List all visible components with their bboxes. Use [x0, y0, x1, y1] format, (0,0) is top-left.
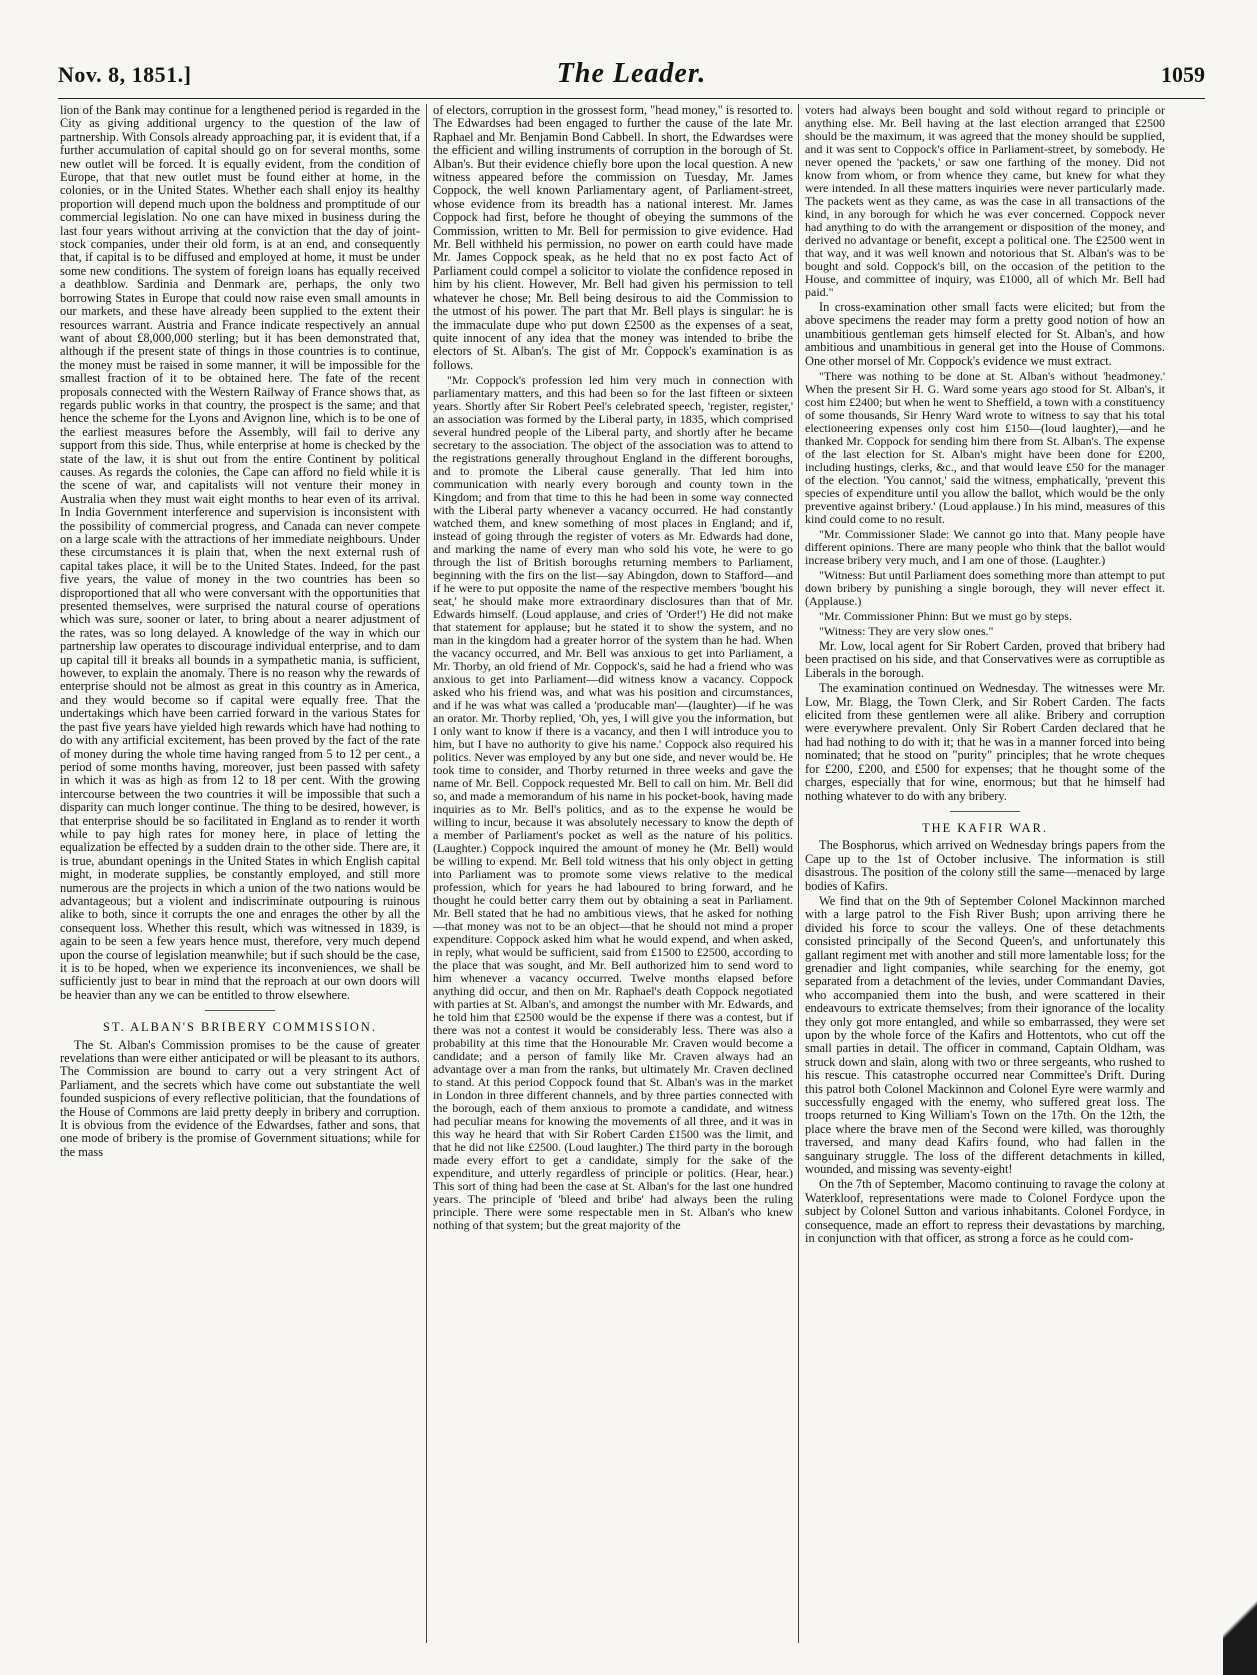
article-paragraph: On the 7th of September, Macomo continuing to ravage the colony at Waterkloof, representations were made to Colonel Fordyce upon the subject by Colonel Sutton and various inhabitants. Colonel Fordyce, in consequence, made an effort to repress their devastations by marching, in conjunction with that officer, as strong a force as he could com- [805, 1177, 1165, 1246]
article-paragraph: In cross-examination other small facts were elicited; but from the above specimens the reader may form a pretty good notion of how an unambitious gentleman gets himself elected for St. Alban's, and how ambitious and unambitious in general get into the House of Commons. One other morsel of Mr. Coppock's evidence we must extract. [805, 300, 1165, 368]
quoted-evidence: voters had always been bought and sold without regard to principle or anything else. Mr. Bell having at the last election arranged that £2500 should be the maximum, it was agreed that the money should be supplied, and it was sent to Coppock's office in Parliament-street, by somebody. He never opened the 'packets,' or saw one farthing of the money. Did not know from whom, or from whence they came, but knew for what they were intended. In all these matters inquiries were never particularly made. The packets went as they came, as was the case in all transactions of the kind, in any borough for which he was ever concerned. Coppock never had anything to do with the arrangement or disposition of the money, and derived no advantage or benefit, except a political one. The £2500 went in that way, and it was well known and notorious that St. Alban's was to be bought and sold. Coppock's bill, on the occasion of the petition to the House, and committee of inquiry, was £1000, all of which Mr. Bell had paid." [805, 104, 1165, 299]
quoted-evidence: "Witness: They are very slow ones." [819, 624, 994, 639]
publication-title: The Leader. [556, 58, 707, 89]
quoted-evidence: "Mr. Commissioner Phinn: But we must go by steps. [819, 609, 1072, 624]
article-paragraph: The examination continued on Wednesday. The witnesses were Mr. Low, Mr. Blagg, the Town Clerk, and Sir Robert Carden. The facts elicited from these gentlemen were all alike. Bribery and corruption were everywhere prevalent. Only Sir Robert Carden declared that he had had nothing to do with it; that he was in a manner forced into being nominated; that he stood on "purity" principles; that he wrote cheques for £200, £200, and £500 for expenses; that he thought some of the charges, especially that for wine, enormous; but that he himself had nothing whatever to do with any bribery. [805, 681, 1165, 803]
article-paragraph: The Bosphorus, which arrived on Wednesday brings papers from the Cape up to the 1st of October inclusive. The information is still disastrous. The position of the colony still the same—menaced by large bodies of Kafirs. [805, 838, 1165, 893]
section-heading: ST. ALBAN'S BRIBERY COMMISSION. [103, 1020, 377, 1035]
column-3 [805, 104, 1165, 1643]
quoted-evidence: "Mr. Coppock's profession led him very much in connection with parliamentary matters, and this had been so for the last fifteen or sixteen years. Shortly after Sir Robert Peel's celebrated speech, 'register, register,' an association was formed by the Liberal party, in 1835, which comprised several hundred people of the Liberal party, and shortly after he became secretary to the association. The object of the association was to attend to the registrations generally throughout England in the different boroughs, and to promote the Liberal cause generally. That led him into communication with nearly every borough and county town in the Kingdom; and from that time to this he had been in some way connected with the Liberal party whenever a vacancy occurred. He had constantly watched them, and knew something of most places in England; and if, instead of going through the register of voters as Mr. Edwards had done, and marking the name of every man who sold his vote, he were to go through the list of British boroughs returning members to Parliament, beginning with the firs on the list—say Abingdon, down to Stafford—and if he were to put opposite the name of the respective members 'bought his seat,' he should make more extraordinary disclosures than that of Mr. Edwards himself. (Loud applause, and cries of 'Order!') He did not make that statement for applause; but he stated it to show the system, and no man in the kingdom had a greater horror of the system than he had. When the vacancy occurred, and Mr. Bell was anxious to get into Parliament, a Mr. Thorby, an old friend of Mr. Coppock's, said he had a friend who was anxious to get into Parliament—did witness know a vacancy. Coppock asked who his friend was, and what was his position and circumstances, and if he was what was called a 'producable man'—(laughter)—if he was an orator. Mr. Thorby replied, 'Oh, yes, I will give you the information, but I only want to know if there is a vacancy, and then I will introduce you to him, but I have no authority to give his name.' Coppock also required his politics. Never was employed by any but one side, and never would be. He took time to consider, and Thorby returned in three weeks and gave the name of Mr. Bell. Coppock requested Mr. Bell to call on him. Mr. Bell did so, and made a memorandum of his name in his pocket-book, having made inquiries as to Mr. Bell's politics, and as to the expense he would be willing to incur, because it was absolutely necessary to know the depth of a member of Parliament's pocket as well as the nature of his politics. (Laughter.) Coppock inquired the amount of money he (Mr. Bell) would be willing to expend. Mr. Bell told witness that his only object in getting into Parliament was to promote some views relative to the medical profession, which for years he had laboured to bring forward, and he thought he could better carry them out by obtaining a seat in Parliament. Mr. Bell stated that he had no ambitious views, that he asked for nothing—that money was not to be an object—that he should not mind a proper expenditure. Coppock asked him what he would expend, and when asked, in reply, what would be sufficient, said from £1500 to £2500, according to the place that was sought, and Mr. Bell authorized him to send word to him whenever a vacancy occurred. Twelve months elapsed before anything did occur, and then on Mr. Raphael's death Coppock negotiated with parties at St. Alban's, and amongst the number with Mr. Edwards, and he told him that £2500 would be the expense if there was a contest, but if there was not a contest it would be considerably less. There was also a probability at this time that the Honourable Mr. Craven would become a candidate; and a person of family like Mr. Craven always had an advantage over a man from the ranks, but ultimately Mr. Craven declined to stand. At this period Coppock found that St. Alban's was in the market in London in three different channels, and by three parties connected with the borough, each of them anxious to promote a candidate, and witness had peculiar means for knowing the movements of all three, and it was in this way he heard that with Sir Robert Carden £1500 was the limit, and that he did not like £2500. (Loud laughter.) The third party in the borough made every effort to get a candidate, simply for the sake of the expenditure, and utterly regardless of principle or politics. (Hear, hear.) This sort of thing had been the case at St. Alban's for the last one hundred years. The principle of 'bleed and bribe' had always been the ruling principle. There were some respectable men in St. Alban's who knew nothing of that system; but the great majority of the [433, 373, 793, 1233]
section-heading: THE KAFIR WAR. [922, 820, 1048, 835]
column-divider [426, 104, 427, 1643]
column-divider [798, 104, 799, 1643]
quoted-evidence: "Mr. Commissioner Slade: We cannot go into that. Many people have different opinions. There are many people who think that the ballot would increase bribery very much, and I am one of those. (Laughter.) [805, 527, 1165, 568]
quoted-evidence: "There was nothing to be done at St. Alban's without 'headmoney.' When the present Sir H. G. Ward some years ago stood for St. Alban's, it cost him £2400; but when he went to Sheffield, a town with a constituency of some thousands, Sir Henry Ward wrote to witness to say that his total electioneering expenses only cost him £150—(loud laughter),—and he thanked Mr. Coppock for sending him there from St. Alban's. The expense of the last election for St. Alban's might have been done for £200, including hustings, clerks, &c., and that would leave £50 for the manager of the election. 'You cannot,' said the witness, emphatically, 'prevent this species of expenditure until you allow the ballot, which would be the only preventive against bribery.' (Loud applause.) In his mind, measures of this kind could come to no result. [805, 369, 1165, 527]
article-paragraph: of electors, corruption in the grossest form, "head money," is resorted to. The Edwardses had been engaged to further the cause of the late Mr. Raphael and Mr. Benjamin Bond Cabbell. In short, the Edwardses were the efficient and willing instruments of corruption in the borough of St. Alban's. But their evidence chiefly bore upon the local question. A new witness appeared before the commission on Tuesday, Mr. James Coppock, the well known Parliamentary agent, of Parliament-street, whose evidence from its breadth has a national interest. Mr. James Coppock had first, before he thought of obeying the summons of the Commission, written to Mr. Bell for permission to give evidence. Had Mr. Bell withheld his permission, no power on earth could have made Mr. James Coppock speak, as he held that no ex post facto Act of Parliament could compel a solicitor to violate the confidence reposed in him by his client. However, Mr. Bell had given his permission to tell whatever he chose; Mr. Bell being desirous to aid the Commission to the utmost of his power. The part that Mr. Bell plays is singular: he is the immaculate dupe who put down £2500 as the expenses of a seat, quite innocent of any idea that the money was intended to bribe the electors of St. Alban's. The gist of Mr. Coppock's examination is as follows. [433, 104, 793, 372]
article-paragraph: We find that on the 9th of September Colonel Mackinnon marched with a large patrol to the Fish River Bush; upon arriving there he divided his force to scour the valleys. One of these detachments consisted principally of the Second Queen's, and unfortunately this gallant regiment met with another and still more lamentable loss; for the grenadier and light companies, while searching for the enemy, got separated from a detachment of the levies, under Commandant Davies, who accompanied them into the bush, and were scattered in their endeavours to extricate themselves; from their ignorance of the locality they only got more entangled, and while so embarrassed, they were set upon by the whole force of the Kafirs and Hottentots, who cut off the small parties in detail. The officer in command, Captain Oldham, was struck down and slain, along with two or three sergeants, who rushed to his rescue. This catastrophe occurred near Committee's Drift. During this patrol both Colonel Mackinnon and Colonel Eyre were warmly and successfully engaged with the enemy, who suffered great loss. The troops returned to King William's Town on the 17th. On the 12th, the place where the brave men of the Second were killed, was thoroughly traversed, and many dead Kafirs found, who had fallen in the sanguinary struggle. The loss of the different detachments in killed, wounded, and missing was seventy-eight! [805, 893, 1165, 1177]
section-rule [950, 811, 1020, 812]
article-paragraph: Mr. Low, local agent for Sir Robert Carden, proved that bribery had been practised on his side, and that Conservatives were as corruptible as Liberals in the borough. [805, 639, 1165, 680]
masthead [58, 56, 1205, 99]
section-rule [205, 1010, 275, 1011]
column-2 [433, 104, 793, 1643]
article-paragraph: lion of the Bank may continue for a lengthened period is regarded in the City as giving additional urgency to the question of the law of partnership. With Consols already approaching par, it is evident that, if a further accumulation of capital should go on for several months, some new outlet will be forced. It is equally evident, from the condition of Europe, that that new outlet must be found either at home, in the colonies, or in the United States. Whether each shall enjoy its healthy proportion will depend much upon the boldness and promptitude of our commercial legislation. No one can have mixed in business during the last four years without arriving at the conviction that the day of joint-stock companies, under their old form, is at an end, and consequently that, if capital is to be diffused and employed at home, it must be under some new conditions. The system of foreign loans has equally received a deathblow. Sardinia and Denmark are, perhaps, the only two borrowing States in Europe that could now raise even small amounts in our markets, and these have already been supplied to the extent their resources warrant. Austria and France indicate respectively an annual want of about £8,000,000 sterling; but it has been demonstrated that, although if the present state of things in those countries is to continue, the money must be raised in some manner, it will be impossible for the smallest fraction of it to be obtained here. The fate of the recent proposals connected with the Western Railway of France shows that, as regards public works in that country, the prospect is the same; and that hence the scheme for the Lyons and Avignon line, which is to be one of the earliest measures before the Assembly, will fail to derive any support from this side. Thus, while enterprise at home is checked by the state of the law, it is shut out from the entire Continent by political causes. As regards the colonies, the Cape can afford no field while it is the scene of war, and capitalists will not venture their money in Australia when they must wait eight months to hear even of its arrival. In India Government interference and supervision is inconsistent with the possibility of commercial progress, and Canada can never compete on a large scale with the attractions of her immediate neighbours. Under these circumstances it is plain that, when the next external rush of capital takes place, it will be to the United States. Indeed, for the past five years, the value of money in the two countries has been so disproportioned that all who were conversant with the opportunities that presented themselves, were surprised the natural course of operations which was sure, sooner or later, to bring about a nearer adjustment of the rates, was so long delayed. A knowledge of the way in which our partnership law operates to discourage individual enterprise, and to dam up capital till it breaks all bounds in a sympathetic mania, is sufficient, however, to explain the anomaly. There is no reason why the rewards of enterprise should not be almost as great in this country as in America, and they would become so if capital were equally free. That the undertakings which have been carried forward in the various States for the past five years have yielded high rewards which have had nothing to do with any artificial excitement, has been proved by the fact of the rate of money during the whole time having ranged from 5 to 12 per cent., a period of some months having, moreover, just been passed with safety in which it was as high as from 12 to 18 per cent. With the growing intercourse between the two countries it will be impossible that such a disparity can much longer continue. The thing to be desired, however, is that enterprise should be so facilitated in England as to render it worth while to pay high rates for money here, in place of letting the equalization be effected by a sudden drain to the other side. There are, it is true, abundant openings in the United States in which English capital might, in moderate supplies, be constantly employed, and still more numerous are the projects in which a union of the two nations would be advantageous; but a violent and indiscriminate outpouring is ruinous alike to both, since it corrupts the one and enrages the other by all the consequent loss. Whether this result, which was witnessed in 1839, is again to be seen a few years hence must, therefore, very much depend upon the course of legislation meanwhile; but if such should be the case, it is to be hoped, when we experience its inconveniences, we shall be sufficiently just to bear in mind that the reproach at our own doors will be heavier than any we can be entitled to throw elsewhere. [60, 104, 420, 1002]
page-number: 1059 [1161, 62, 1205, 87]
article-paragraph: The St. Alban's Commission promises to be the cause of greater revelations than were either anticipated or will be pleasant to its authors. The Commission are bound to carry out a very stringent Act of Parliament, and the secrets which have come out substantiate the well founded suspicions of every reflective politician, that the foundations of the House of Commons are laid pretty deeply in bribery and corruption. It is obvious from the evidence of the Edwardses, father and sons, that one mode of bribery is the promise of Government situations; while for the mass [60, 1037, 420, 1159]
quoted-evidence: "Witness: But until Parliament does something more than attempt to put down bribery by punishing a single borough, they will never effect it. (Applause.) [805, 568, 1165, 609]
column-1 [60, 104, 420, 1643]
page-corner-shadow [1223, 1565, 1257, 1675]
issue-date: Nov. 8, 1851.] [58, 62, 192, 87]
